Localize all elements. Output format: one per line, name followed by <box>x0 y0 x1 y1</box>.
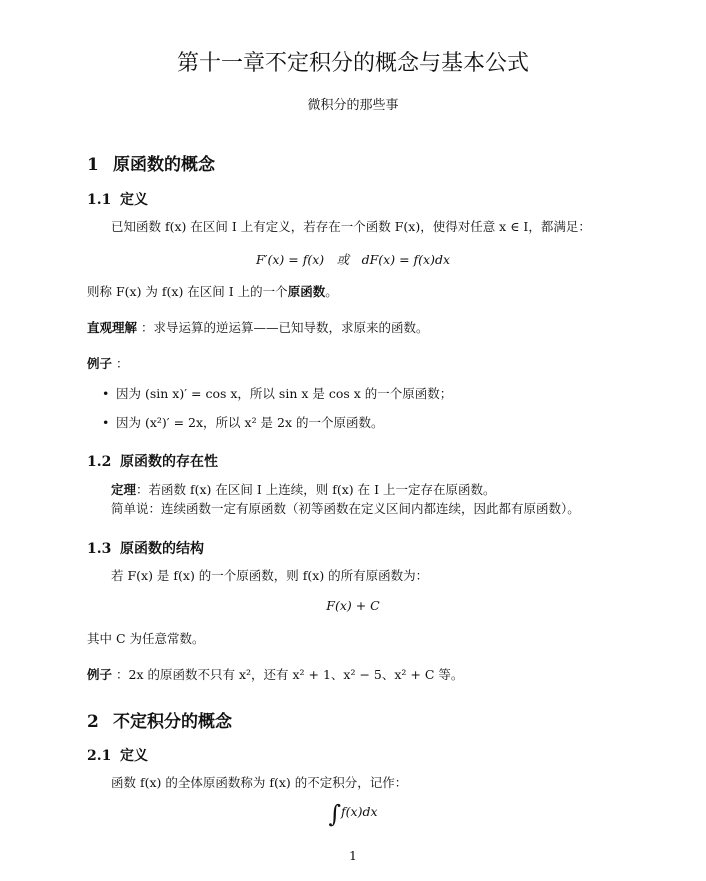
subsection-number: 1.3 <box>87 541 112 557</box>
example-label: 例子 <box>87 356 113 371</box>
integral-formula <box>0 800 706 828</box>
integral-body: f(x)dx <box>341 804 378 819</box>
section-number: 2 <box>87 712 99 732</box>
conclusion-term: 原函数 <box>287 284 326 299</box>
section-title: 原函数的概念 <box>113 155 215 175</box>
section-heading-2 <box>87 707 232 732</box>
example-colon: ： <box>116 356 129 371</box>
intuition-label: 直观理解 <box>87 320 138 335</box>
indefinite-integral-intro: 函数 f(x) 的全体原函数称为 f(x) 的不定积分，记作： <box>111 775 408 790</box>
subsection-heading-1-1 <box>87 189 148 209</box>
definition-conclusion <box>87 282 338 300</box>
simple-explanation: 简单说：连续函数一定有原函数（初等函数在定义区间内都连续，因此都有原函数）。 <box>111 501 580 516</box>
document-title: 第十一章不定积分的概念与基本公式 <box>176 51 529 76</box>
section-title: 不定积分的概念 <box>113 712 232 732</box>
theorem-label: 定理 <box>111 482 137 497</box>
structure-note: 其中 C 为任意常数。 <box>87 631 205 646</box>
subsection-number: 1.1 <box>87 192 112 208</box>
structure-example <box>87 665 463 683</box>
document-subtitle: 微积分的那些事 <box>307 98 399 113</box>
structure-intro: 若 F(x) 是 f(x) 的一个原函数，则 f(x) 的所有原函数为： <box>111 568 429 583</box>
subsection-title: 定义 <box>120 192 148 208</box>
theorem-text: ：若函数 f(x) 在区间 I 上连续，则 f(x) 在 I 上一定存在原函数。 <box>136 482 496 497</box>
list-item <box>102 413 384 431</box>
intuition-text: ：求导运算的逆运算——已知导数，求原来的函数。 <box>141 320 429 335</box>
subsection-number: 1.2 <box>87 454 112 470</box>
conclusion-suffix: 。 <box>325 284 338 299</box>
theorem-paragraph <box>111 480 496 498</box>
structure-formula: F(x) + C <box>326 598 380 613</box>
subsection-heading-1-2 <box>87 451 218 471</box>
bullet-icon: • <box>102 386 110 401</box>
subsection-heading-1-3 <box>87 538 204 558</box>
intuition-paragraph <box>87 318 429 336</box>
subsection-number: 2.1 <box>87 748 112 764</box>
example-label: 例子 <box>87 667 113 682</box>
examples-label-line <box>87 354 129 372</box>
example-text: ：2x 的原函数不只有 x²，还有 x² + 1、x² − 5、x² + C 等。 <box>116 667 464 682</box>
list-item <box>102 384 452 402</box>
list-item-text: 因为 (sin x)′ = cos x，所以 sin x 是 cos x 的一个原函数； <box>116 386 453 401</box>
section-number: 1 <box>87 155 99 175</box>
page-number: 1 <box>349 848 357 863</box>
definition-intro: 已知函数 f(x) 在区间 I 上有定义，若存在一个函数 F(x)，使得对任意 x ∈ I，都满足： <box>111 219 591 234</box>
subsection-title: 定义 <box>120 748 148 764</box>
section-heading-1 <box>87 150 215 175</box>
integral-sign-icon: ∫ <box>328 800 342 828</box>
subsection-heading-2-1 <box>87 745 148 765</box>
subsection-title: 原函数的存在性 <box>120 454 218 470</box>
list-item-text: 因为 (x²)′ = 2x，所以 x² 是 2x 的一个原函数。 <box>116 415 384 430</box>
conclusion-prefix: 则称 F(x) 为 f(x) 在区间 I 上的一个 <box>87 284 288 299</box>
definition-formula: F′(x) = f(x) 或 dF(x) = f(x)dx <box>255 252 451 267</box>
bullet-icon: • <box>102 415 110 430</box>
subsection-title: 原函数的结构 <box>120 541 204 557</box>
